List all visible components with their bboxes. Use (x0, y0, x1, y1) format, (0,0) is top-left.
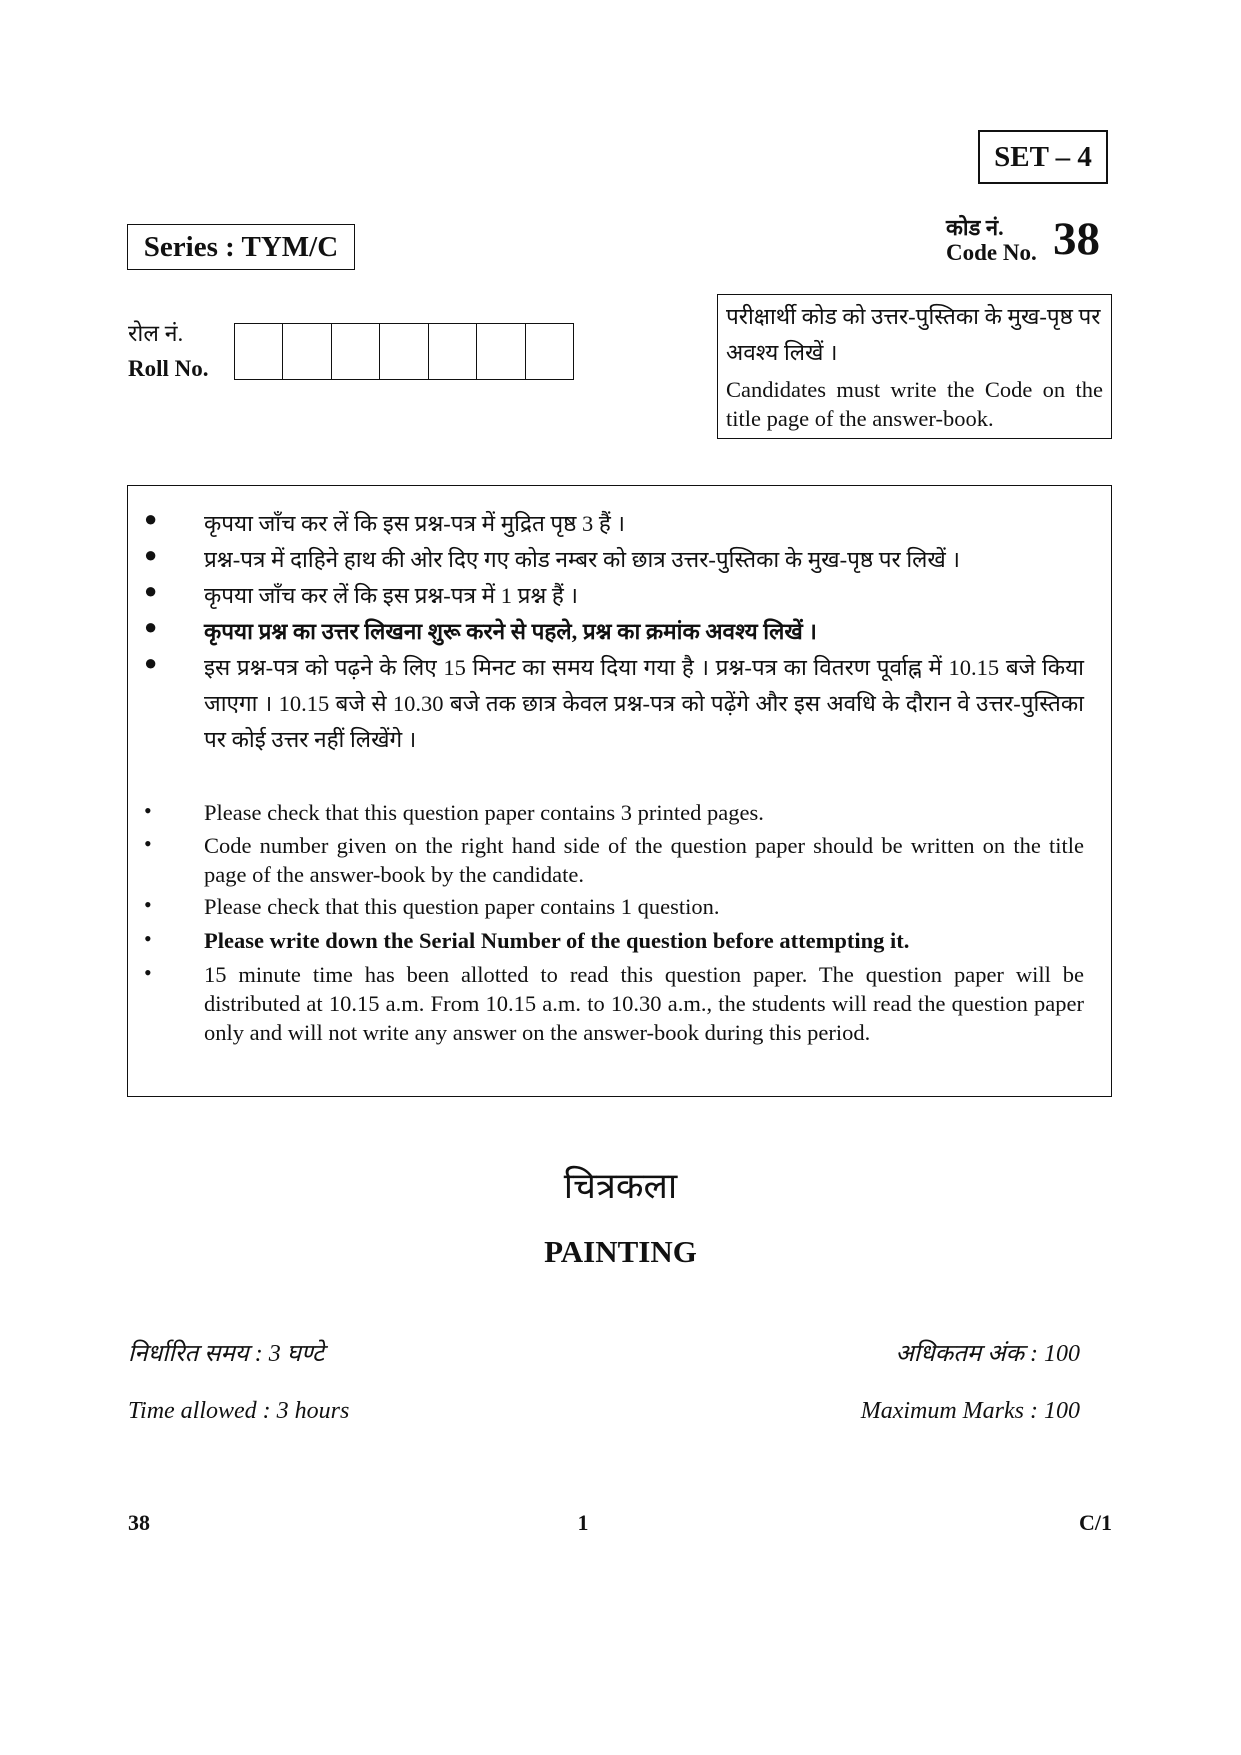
bullet-icon: ● (144, 650, 158, 675)
footer-code: 38 (128, 1510, 150, 1535)
code-note-english: Candidates must write the Code on the title page of the answer-book. (726, 377, 1103, 431)
roll-box[interactable] (526, 324, 573, 379)
instruction-text: इस प्रश्न-पत्र को पढ़ने के लिए 15 मिनट का समय दिया गया है । प्रश्न-पत्र का वितरण पूर्वाह्न में 10.15 बजे किया जाएगा । 10.15 बजे से 10.30 बजे तक छात्र केवल प्रश्न-पत्र को पढ़ेंगे और इस अवधि के दौरान वे उत्तर-पुस्तिका पर कोई उत्तर नहीं लिखेंगे । (204, 655, 1084, 752)
maximum-marks-english: Maximum Marks : 100 (860, 1398, 1080, 1424)
bullet-icon: ● (144, 542, 158, 567)
instruction-text: कृपया प्रश्न का उत्तर लिखना शुरू करने से पहले, प्रश्न का क्रमांक अवश्य लिखें । (204, 619, 817, 644)
instructions-box (127, 485, 1112, 1097)
roll-number-boxes[interactable] (234, 323, 574, 380)
bullet-icon: ● (144, 506, 158, 531)
instruction-text: प्रश्न-पत्र में दाहिने हाथ की ओर दिए गए कोड नम्बर को छात्र उत्तर-पुस्तिका के मुख-पृष्ठ पर लिखें । (204, 547, 960, 572)
bullet-icon: • (144, 960, 152, 985)
bullet-icon: • (144, 798, 152, 823)
bullet-icon: • (144, 926, 152, 951)
set-label: SET – 4 (978, 130, 1108, 184)
code-note-hindi: परीक्षार्थी कोड को उत्तर-पुस्तिका के मुख-पृष्ठ पर अवश्य लिखें । (726, 304, 1101, 365)
instruction-text: Please check that this question paper contains 3 printed pages. (204, 800, 764, 825)
subject-title-english: PAINTING (544, 1234, 697, 1269)
bullet-icon: ● (144, 614, 158, 639)
subject-title-hindi: चित्रकला (563, 1166, 678, 1206)
time-allowed-english: Time allowed : 3 hours (128, 1398, 350, 1424)
code-number: 38 (1053, 213, 1100, 265)
bullet-icon: ● (144, 578, 158, 603)
roll-box[interactable] (380, 324, 428, 379)
series-label: Series : TYM/C (127, 224, 355, 270)
instruction-text: कृपया जाँच कर लें कि इस प्रश्न-पत्र में मुद्रित पृष्ठ 3 हैं । (204, 511, 626, 536)
instruction-text: Please write down the Serial Number of the question before attempting it. (204, 928, 910, 953)
instruction-text: Please check that this question paper contains 1 question. (204, 894, 720, 919)
roll-label-hindi: रोल नं. (128, 321, 184, 346)
instruction-text: 15 minute time has been allotted to read this question paper. The question paper will be distributed at 10.15 a.m. From 10.15 a.m. to 10.30 a.m., the students will read the question paper only and will not write any answer on the answer-book during this period. (204, 962, 1084, 1045)
roll-label-english: Roll No. (128, 356, 209, 381)
instruction-text: Code number given on the right hand side of the question paper should be written on the title page of the answer-book by the candidate. (204, 833, 1084, 887)
roll-box[interactable] (477, 324, 525, 379)
roll-box[interactable] (283, 324, 331, 379)
bullet-icon: • (144, 892, 152, 917)
code-note-box (717, 294, 1112, 439)
roll-box[interactable] (235, 324, 283, 379)
roll-box[interactable] (429, 324, 477, 379)
instruction-text: कृपया जाँच कर लें कि इस प्रश्न-पत्र में 1 प्रश्न हैं । (204, 583, 579, 608)
maximum-marks-hindi: अधिकतम अंक : 100 (895, 1341, 1080, 1367)
time-allowed-hindi: निर्धारित समय : 3 घण्टे (128, 1341, 325, 1367)
roll-box[interactable] (332, 324, 380, 379)
footer-page-number: 1 (577, 1510, 589, 1535)
bullet-icon: • (144, 831, 152, 856)
footer-reference: C/1 (1079, 1510, 1112, 1535)
code-label-english: Code No. (946, 240, 1037, 265)
code-label-hindi: कोड नं. (946, 215, 1004, 240)
